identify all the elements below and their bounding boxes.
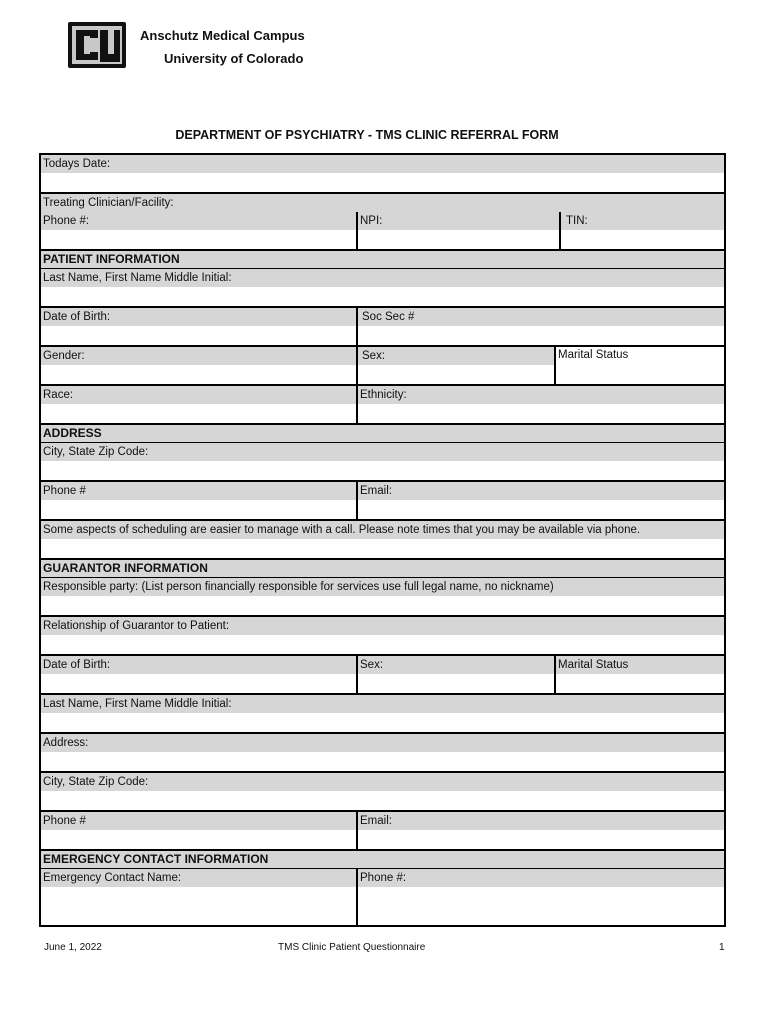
- row-responsible-party: [39, 578, 726, 617]
- footer-date: June 1, 2022: [44, 942, 102, 953]
- guarantor-email-field[interactable]: [358, 830, 724, 851]
- patient-phone-label: Phone #: [41, 482, 356, 500]
- race-label: Race:: [41, 386, 356, 404]
- patient-phone-field[interactable]: [41, 500, 356, 521]
- sex-field[interactable]: [358, 365, 554, 386]
- guarantor-header: GUARANTOR INFORMATION: [41, 560, 724, 578]
- guarantor-dob-field[interactable]: [41, 674, 356, 695]
- relationship-field[interactable]: [41, 635, 724, 656]
- row-emergency-contact: [39, 869, 726, 927]
- guarantor-sex-field[interactable]: [358, 674, 554, 695]
- row-guarantor-city: [39, 773, 726, 812]
- row-patient-header: [39, 251, 726, 269]
- marital-status-field[interactable]: [556, 365, 724, 386]
- row-guarantor-address: [39, 734, 726, 773]
- treating-clinician-label: Treating Clinician/Facility:: [41, 194, 724, 212]
- clinician-phone-field[interactable]: [41, 230, 356, 251]
- clinician-phone-label: Phone #:: [41, 212, 356, 230]
- patient-name-label: Last Name, First Name Middle Initial:: [41, 269, 724, 287]
- guarantor-marital-field[interactable]: [556, 674, 724, 695]
- ssn-label: Soc Sec #: [358, 308, 724, 326]
- guarantor-phone-label: Phone #: [41, 812, 356, 830]
- campus-name: Anschutz Medical Campus: [140, 28, 305, 43]
- footer-page-number: 1: [719, 942, 725, 953]
- row-emergency-header: [39, 851, 726, 869]
- patient-info-header: PATIENT INFORMATION: [41, 251, 724, 269]
- dob-label: Date of Birth:: [41, 308, 356, 326]
- npi-label: NPI:: [358, 212, 559, 230]
- dob-field[interactable]: [41, 326, 356, 347]
- row-gender-sex-marital: [39, 347, 726, 386]
- guarantor-address-field[interactable]: [41, 752, 724, 773]
- tin-label: TIN:: [561, 212, 724, 230]
- guarantor-name-label: Last Name, First Name Middle Initial:: [41, 695, 724, 713]
- tin-field[interactable]: [561, 230, 724, 251]
- ethnicity-label: Ethnicity:: [358, 386, 724, 404]
- emergency-name-field[interactable]: [41, 887, 356, 927]
- address-header: ADDRESS: [41, 425, 724, 443]
- row-todays-date: [39, 153, 726, 194]
- city-state-zip-label: City, State Zip Code:: [41, 443, 724, 461]
- row-city-state-zip: [39, 443, 726, 482]
- patient-name-field[interactable]: [41, 287, 724, 308]
- city-state-zip-field[interactable]: [41, 461, 724, 482]
- row-phone-npi-tin: [39, 212, 726, 251]
- cu-logo: [66, 20, 128, 70]
- sex-label: Sex:: [358, 347, 554, 365]
- row-guarantor-header: [39, 560, 726, 578]
- guarantor-sex-label: Sex:: [358, 656, 554, 674]
- todays-date-field[interactable]: [41, 173, 724, 194]
- row-scheduling-note: [39, 521, 726, 560]
- guarantor-dob-label: Date of Birth:: [41, 656, 356, 674]
- emergency-phone-label: Phone #:: [358, 869, 724, 887]
- ethnicity-field[interactable]: [358, 404, 724, 425]
- ssn-field[interactable]: [358, 326, 724, 347]
- row-dob-ssn: [39, 308, 726, 347]
- row-phone-email: [39, 482, 726, 521]
- row-race-ethnicity: [39, 386, 726, 425]
- patient-email-label: Email:: [358, 482, 724, 500]
- relationship-label: Relationship of Guarantor to Patient:: [41, 617, 724, 635]
- scheduling-availability-field[interactable]: [41, 539, 724, 560]
- guarantor-city-label: City, State Zip Code:: [41, 773, 724, 791]
- gender-field[interactable]: [41, 365, 356, 386]
- gender-label: Gender:: [41, 347, 356, 365]
- form-title: DEPARTMENT OF PSYCHIATRY - TMS CLINIC REFERRAL FORM: [175, 128, 559, 142]
- guarantor-address-label: Address:: [41, 734, 724, 752]
- guarantor-name-field[interactable]: [41, 713, 724, 734]
- patient-email-field[interactable]: [358, 500, 724, 521]
- row-address-header: [39, 425, 726, 443]
- emergency-header: EMERGENCY CONTACT INFORMATION: [41, 851, 724, 869]
- guarantor-city-field[interactable]: [41, 791, 724, 812]
- emergency-phone-field[interactable]: [358, 887, 724, 927]
- row-treating-clinician: [39, 194, 726, 212]
- responsible-party-label: Responsible party: (List person financially responsible for services use full legal name, no nickname): [41, 578, 724, 596]
- guarantor-marital-label: Marital Status: [556, 656, 724, 674]
- responsible-party-field[interactable]: [41, 596, 724, 617]
- scheduling-note: Some aspects of scheduling are easier to manage with a call. Please note times that you may be available via phone.: [41, 521, 724, 539]
- marital-status-label: Marital Status: [556, 347, 724, 365]
- emergency-name-label: Emergency Contact Name:: [41, 869, 356, 887]
- row-relationship: [39, 617, 726, 656]
- guarantor-phone-field[interactable]: [41, 830, 356, 851]
- guarantor-email-label: Email:: [358, 812, 724, 830]
- row-guarantor-phone-email: [39, 812, 726, 851]
- npi-field[interactable]: [358, 230, 559, 251]
- row-patient-name: [39, 269, 726, 308]
- todays-date-label: Todays Date:: [41, 155, 724, 173]
- row-guarantor-name: [39, 695, 726, 734]
- footer-title: TMS Clinic Patient Questionnaire: [278, 942, 426, 953]
- referral-form: [39, 153, 726, 927]
- race-field[interactable]: [41, 404, 356, 425]
- row-guarantor-dob-sex-marital: [39, 656, 726, 695]
- university-name: University of Colorado: [164, 51, 304, 66]
